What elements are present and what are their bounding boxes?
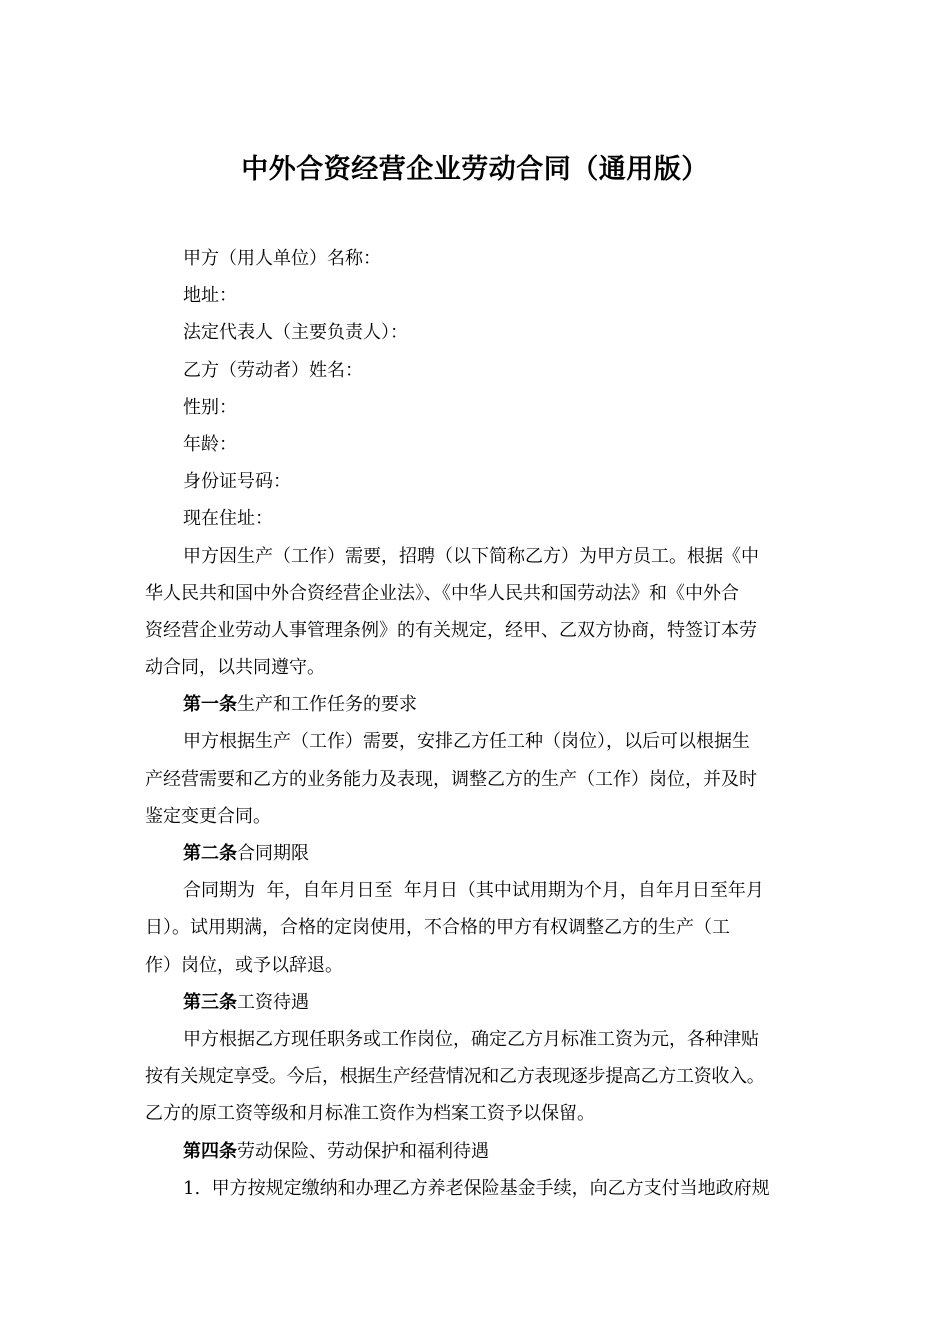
article-heading-3 bbox=[145, 984, 807, 1021]
field-address: 地址： bbox=[183, 285, 237, 307]
article-number: 第一条 bbox=[183, 694, 237, 716]
article-heading-1 bbox=[145, 686, 807, 723]
paragraph-line: 资经营企业劳动人事管理条例》的有关规定，经甲、乙双方协商，特签订本劳 bbox=[145, 619, 757, 641]
article-heading-2 bbox=[145, 835, 807, 872]
field-age: 年龄： bbox=[183, 433, 237, 455]
article-title: 合同期限 bbox=[237, 843, 309, 864]
paragraph-line: 日）。试用期满，合格的定岗使用，不合格的甲方有权调整乙方的生产（工 bbox=[145, 917, 730, 939]
field-employee-name: 乙方（劳动者）姓名： bbox=[183, 359, 363, 381]
paragraph-line: 合同期为 年，自年月日至 年月日（其中试用期为个月，自年月日至年月 bbox=[183, 880, 764, 902]
paragraph-line: 动合同，以共同遵守。 bbox=[145, 657, 325, 679]
article-title: 工资待遇 bbox=[237, 991, 309, 1013]
article-number: 第二条 bbox=[183, 843, 237, 864]
document-title: 中外合资经营企业劳动合同（通用版） bbox=[241, 154, 709, 185]
field-legal-representative: 法定代表人（主要负责人）： bbox=[183, 322, 408, 344]
article-title: 劳动保险、劳动保护和福利待遇 bbox=[237, 1140, 489, 1162]
article-heading-4 bbox=[145, 1133, 807, 1170]
article-number: 第四条 bbox=[183, 1140, 237, 1162]
article-title: 生产和工作任务的要求 bbox=[237, 694, 417, 716]
paragraph-line: 乙方的原工资等级和月标准工资作为档案工资予以保留。 bbox=[145, 1103, 595, 1125]
paragraph-line: 甲方根据乙方现任职务或工作岗位，确定乙方月标准工资为元，各种津贴 bbox=[183, 1028, 759, 1050]
article-number: 第三条 bbox=[183, 991, 237, 1013]
paragraph-line: 作）岗位，或予以辞退。 bbox=[145, 954, 343, 976]
field-id-number: 身份证号码： bbox=[183, 471, 291, 493]
paragraph-line: 1. 甲方按规定缴纳和办理乙方养老保险基金手续，向乙方支付当地政府规 bbox=[183, 1177, 770, 1199]
field-current-address: 现在住址： bbox=[183, 508, 273, 530]
paragraph-line: 华人民共和国中外合资经营企业法》、《中华人民共和国劳动法》和《中外合 bbox=[145, 582, 739, 604]
field-employer-name: 甲方（用人单位）名称： bbox=[183, 248, 381, 269]
field-gender: 性别： bbox=[183, 396, 237, 418]
document-body bbox=[145, 240, 807, 1207]
paragraph-line: 甲方因生产（工作）需要，招聘（以下简称乙方）为甲方员工。根据《中 bbox=[183, 545, 759, 567]
preamble-paragraph bbox=[145, 538, 807, 687]
paragraph-line: 产经营需要和乙方的业务能力及表现，调整乙方的生产（工作）岗位，并及时 bbox=[145, 768, 757, 790]
paragraph-line: 按有关规定享受。今后，根据生产经营情况和乙方表现逐步提高乙方工资收入。 bbox=[145, 1066, 765, 1088]
paragraph-line: 鉴定变更合同。 bbox=[145, 805, 271, 827]
paragraph-line: 甲方根据生产（工作）需要，安排乙方任工种（岗位），以后可以根据生 bbox=[183, 731, 750, 753]
